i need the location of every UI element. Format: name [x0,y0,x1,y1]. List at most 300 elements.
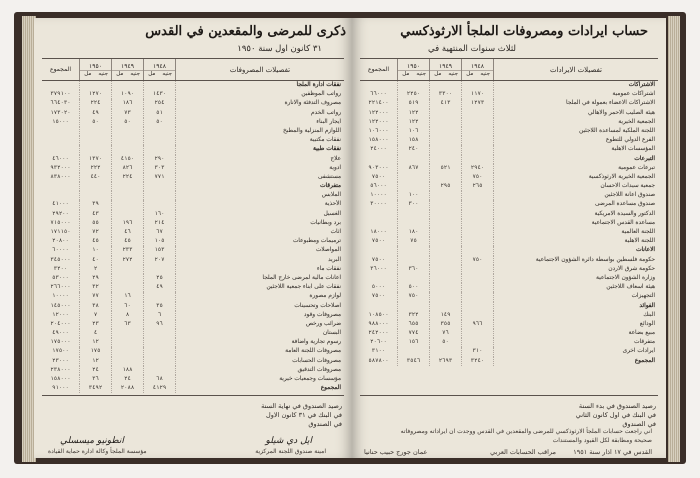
row-description: الفرع الدولي للتطوع [605,137,655,144]
row-year-2 [112,283,144,292]
row-description: المجموع [320,385,341,392]
row-year-1: ٧٥ [398,237,430,246]
table-row [42,347,344,356]
row-year-2 [430,191,462,200]
row-year-2 [430,81,462,90]
row-year-2: ٧٦ [430,329,462,338]
row-year-2 [430,283,462,292]
table-row [360,81,658,90]
row-year-1: ٤٠ [80,256,112,265]
row-year-2 [430,256,462,265]
row-description: برد وبطانيات [310,219,341,226]
row-year-2 [430,109,462,118]
row-total: ١٠٨٥٠٠ [360,311,398,320]
row-year-3: ٥٠ [144,118,176,127]
row-year-1: ١٠٠ [398,191,430,200]
row-year-3 [462,127,494,136]
table-row [42,127,344,136]
table-row [42,155,344,164]
row-description: هيئة الصليب الاحمر والاهالي [587,109,655,116]
row-description: التجهيزات [631,293,655,300]
row-total: ٧٥٠٠ [360,292,398,301]
row-description: مساعدة القدس الاجتماعية [591,219,655,226]
left-page-subtitle: ٣١ كانون اول سنة ١٩٥٠ [237,44,322,54]
row-year-2 [430,228,462,237]
row-year-3 [462,191,494,200]
table-row [360,155,658,164]
row-total [360,210,398,219]
row-description: الغسيل [323,210,341,217]
row-year-3 [144,366,176,375]
row-year-1: ١٥٦ [398,338,430,347]
row-year-1 [80,191,112,200]
row-year-3 [462,155,494,164]
row-description: المجموع [634,357,655,364]
row-description: ايرادات اخرى [622,348,655,355]
row-total [42,145,80,154]
row-year-3 [462,81,494,90]
row-description: هيئة اسعاف اللاجئين [606,284,655,291]
row-year-3 [144,136,176,145]
row-total: ١٤٥٠٠٠ [42,302,80,311]
row-total: ٣٦٠٠٠ [360,265,398,274]
row-year-2: ٢٠٨٨ [112,384,144,393]
row-year-2: ٦٣ [112,320,144,329]
row-year-3: ٣٠٣ [144,164,176,173]
row-year-3 [462,302,494,311]
row-total: ٣٢٠٠ [42,265,80,274]
table-row [42,118,344,127]
row-year-2: ٥٠ [430,338,462,347]
left-footer [44,402,342,429]
row-year-1 [80,81,112,90]
row-year-2 [112,338,144,347]
row-total [360,302,398,311]
row-year-2: ٦٠ [112,302,144,311]
row-year-3: ٣٢٤٠ [462,357,494,366]
table-row [42,200,344,209]
table-row [360,200,658,209]
row-total: ٢٠٨٠٠ [42,237,80,246]
row-year-3 [144,81,176,90]
row-year-2: ٢٩٥ [430,182,462,191]
row-year-1: ٢٩ [80,274,112,283]
table-row [42,329,344,338]
row-year-1: ١٠٦ [398,127,430,136]
table-row [42,375,344,384]
table-row [42,357,344,366]
right-page [352,18,666,458]
row-description: الجمعية الخيرية الارثوذكسية [588,173,655,180]
row-total: ٤٦٠٠٠ [42,155,80,164]
row-year-1: ٥٠٠ [398,283,430,292]
footer-line: في البنك في ٣١ كانون الاول [266,411,342,419]
header-year-2: ١٩٤٩ مل جنيه [112,59,144,80]
row-year-2 [430,292,462,301]
row-year-1: ١٢ [80,357,112,366]
row-year-2: ٢٧٢ [112,256,144,265]
row-year-3: ٧٥٠ [462,173,494,182]
row-description: اعانات مالية لمرضى خارج الملجأ [262,274,341,281]
row-total: ١٥٨٠٠٠ [360,136,398,145]
footer-line: في الصندوق [622,420,656,428]
row-total [360,219,398,228]
row-total: ٢٦٦٠٠٠ [42,283,80,292]
row-year-1: ٥١٩ [398,99,430,108]
table-row [360,302,658,311]
table-row [360,210,658,219]
table-row [42,210,344,219]
row-year-2: ٤٦ [112,228,144,237]
row-year-1: ٥٥ [80,219,112,228]
row-description: مؤسسات وجمعيات خيرية [279,376,341,382]
row-year-3 [462,274,494,283]
row-year-3: ٦٨ [144,375,176,384]
row-year-2 [112,357,144,366]
row-year-3 [144,357,176,366]
row-year-3 [144,347,176,356]
row-description: مبيع بضاعة [628,330,655,337]
row-year-3: ٢٠٧ [144,256,176,265]
row-total: ٣٠٠٠٠ [360,200,398,209]
row-year-3 [462,210,494,219]
row-year-2 [112,347,144,356]
row-year-1: ٢٢٤ [80,99,112,108]
income-table-header [360,59,658,81]
row-year-1 [398,210,430,219]
header-year-3: ١٩٤٨ مل جنيه [144,59,176,80]
row-description: مصروفات وقود [303,311,341,318]
table-row [360,182,658,191]
table-row [360,274,658,283]
table-row [42,311,344,320]
row-description: الاشتراكات [628,82,655,88]
row-total: ٢٣٠٠٠ [42,357,80,366]
row-total: ٢٩٢٠٠ [42,210,80,219]
table-row [360,191,658,200]
row-description: حكومة شرق الاردن [608,265,655,272]
row-description: الدكتور والسيدة الامريكية [594,210,655,217]
row-year-3: ١٥٣ [144,246,176,255]
row-year-2: ٢٣٣ [112,246,144,255]
row-total [42,191,80,200]
row-description: المواصلات [315,247,341,254]
auditor-title: مراقب الحسابات العربي [490,448,556,456]
row-year-3 [462,283,494,292]
table-row [360,99,658,108]
expenses-table-header [42,59,344,81]
row-year-1: ٤ [80,329,112,338]
row-description: حكومة فلسطين بواسطة دائرة الشؤون الاجتماعية [535,256,655,263]
row-total: ١٨٠٠٠ [360,228,398,237]
row-description: التبرعات [634,155,655,162]
row-year-2 [430,219,462,228]
row-total: ٨٣٨٠٠٠ [42,173,80,182]
left-page [34,18,352,458]
row-year-1 [80,182,112,191]
table-row [42,109,344,118]
row-year-2 [430,210,462,219]
row-year-2: ٥٢١ [430,164,462,173]
footer-line: في البنك في اول كانون الثاني [575,411,656,419]
row-year-3 [462,219,494,228]
row-year-1: ٣٢ [80,283,112,292]
table-row [360,219,658,228]
right-footer [362,402,656,429]
row-description: الاعانات [636,247,655,254]
row-year-3: ٦ [144,311,176,320]
row-description: اصلاحات وتحسينات [294,302,341,309]
footer-line: رصيد الصندوق في بدء السنة [578,402,656,410]
row-year-2 [430,200,462,209]
row-year-3 [462,338,494,347]
signature-right: ايل دي شيلو [265,436,312,446]
row-year-1 [398,302,430,311]
row-year-3: ٢٥٤ [144,99,176,108]
header-description: تفصيلات الايرادات [550,65,603,74]
row-year-1: ١٣٧٠ [80,155,112,164]
table-row [42,81,344,90]
table-row [42,191,344,200]
row-description: ايجار البناء [316,118,341,125]
row-year-2: ٥٠ [112,118,144,127]
table-row [42,320,344,329]
table-row [42,274,344,283]
row-year-2 [112,210,144,219]
table-row [42,384,344,393]
row-total: ٩٣٢٠٠٠ [42,164,80,173]
row-year-1 [80,145,112,154]
row-total [42,81,80,90]
expenses-rows [42,81,344,395]
row-year-1: ٢٢٥٠ [398,90,430,99]
row-total: ١٠٠٠٠ [360,191,398,200]
row-year-3 [144,338,176,347]
row-total [360,246,398,255]
table-row [42,228,344,237]
table-row [42,265,344,274]
row-description: متفرقات [320,183,341,190]
table-row [360,118,658,127]
row-year-3 [462,200,494,209]
row-year-2: ٤١٣ [430,99,462,108]
row-year-1: ٧٧ [80,292,112,301]
row-description: تبرعات عمومية [618,164,655,171]
row-description: نفقات على ابناء جمعية اللاجئين [266,284,341,291]
row-year-1: ١٠ [80,246,112,255]
row-year-3: ٢١٤ [144,219,176,228]
row-year-3: ٧٧١ [144,173,176,182]
table-row [360,90,658,99]
row-total: ١٠٠٠٠ [42,292,80,301]
row-year-2 [112,191,144,200]
row-total: ١٧٥٠٠ [42,347,80,356]
row-description: نفقات ادارة الملجأ [296,82,341,88]
row-year-3: ١٠٥ [144,237,176,246]
row-year-3: ٤٩ [144,283,176,292]
row-year-1 [398,256,430,265]
row-year-1: ١٢٢ [398,118,430,127]
row-total [42,136,80,145]
row-year-1 [398,347,430,356]
row-description: نفقات طبية [313,146,341,153]
row-year-1: ٢٤٠ [398,145,430,154]
row-total: ٥٦٠٠٠ [360,182,398,191]
header-total: المجموع [42,59,80,80]
row-description: ضرائب ورخص [305,320,341,327]
row-year-2: ١٨٨ [112,366,144,375]
row-description: مصروف التدفئة والانارة [284,100,341,107]
row-total: ١٠٦٠٠٠ [360,127,398,136]
row-year-1 [80,127,112,136]
row-year-1 [398,81,430,90]
row-year-1: ٢ [80,265,112,274]
row-year-3 [144,145,176,154]
row-total: ٩٠٣٠٠٠ [360,164,398,173]
row-year-1: ٤٩ [80,109,112,118]
row-total: ٢٣٨٠٠٠ [42,366,80,375]
row-year-2: ٢٤ [112,375,144,384]
row-description: المؤسسات الاهلية [611,146,655,153]
row-year-2: ٢٢٤ [112,173,144,182]
header-year-1: ١٩٥٠ مل جنيه [398,59,430,80]
row-description: الفوائد [639,302,655,309]
row-year-2 [430,145,462,154]
row-total: ١٥٨٠٠٠ [42,375,80,384]
row-description: مصروفات التدقيق [297,366,341,373]
table-row [42,99,344,108]
row-year-2 [112,265,144,274]
row-year-1 [398,173,430,182]
header-year-1: ١٩٥٠ مل جنيه [80,59,112,80]
table-row [360,246,658,255]
table-row [360,357,658,366]
row-description: الجمعية الخيرية [618,118,655,125]
table-row [42,164,344,173]
left-page-title: ذكرى للمرضى والمقعدين في القدس [145,24,346,39]
row-total [42,182,80,191]
row-year-3 [144,265,176,274]
row-total: ٢٠٦٠٠ [360,338,398,347]
row-year-1: ٢٤ [80,366,112,375]
row-year-1: ٣٦٠ [398,265,430,274]
row-description: لوازم مصورة [309,293,341,300]
row-description: اللوازم المنزلية والمطبخ [282,127,341,134]
table-row [360,283,658,292]
table-row [42,366,344,375]
row-description: مستشفى [318,173,341,180]
row-year-3: ٥١ [144,109,176,118]
row-description: البنك [643,311,655,318]
row-total [42,127,80,136]
table-row [42,292,344,301]
row-year-3: ١٢٧٣ [462,99,494,108]
row-description: اللجنة الملكية لمساعدة اللاجئين [578,127,655,134]
row-description: الأحذية [324,201,341,208]
row-year-2: ٧٣ [112,109,144,118]
page-edges-right [668,16,680,462]
row-year-1: ٣٨ [80,302,112,311]
row-year-3 [144,329,176,338]
table-row [42,246,344,255]
row-year-2 [430,127,462,136]
row-year-1: ٤٣ [80,210,112,219]
row-year-2: ١٠٩٠ [112,90,144,99]
row-total: ٧٥٠٠ [360,237,398,246]
row-year-1: ٣٠٠ [398,200,430,209]
row-year-1: ١٢٧٠ [80,90,112,99]
row-description: وزارة الشؤون الاجتماعية [595,274,655,281]
row-description: نفقات ماء [316,265,341,272]
row-total: ٣١٠٠ [360,347,398,356]
row-description: ادوية [329,164,341,171]
table-row [42,256,344,265]
row-total [360,274,398,283]
row-year-3 [144,182,176,191]
row-year-2: ٨٢٦ [112,164,144,173]
row-year-2 [112,136,144,145]
table-row [360,237,658,246]
row-year-1: ٥٠ [80,118,112,127]
row-year-3: ٢٥ [144,274,176,283]
row-description: اشتراكات عمومية [612,91,655,98]
row-year-3 [462,265,494,274]
row-year-3 [462,329,494,338]
row-year-3 [462,118,494,127]
header-year-2: ١٩٤٩ مل جنيه [430,59,462,80]
row-total: ٦٠٠٠٠ [42,246,80,255]
row-year-2: ١٨٦ [112,99,144,108]
table-row [42,237,344,246]
row-year-1: ٧٧٤ [398,329,430,338]
row-description: صندوق مساعدة المرضى [595,201,655,208]
row-year-2: ١٦ [112,292,144,301]
table-row [42,338,344,347]
row-description: ترميمات ومطبوعات [292,238,341,245]
right-page-title: حساب ايرادات ومصروفات الملجأ الارثوذكسي [400,24,648,39]
row-year-1: ١٧٥ [80,347,112,356]
row-year-1 [398,246,430,255]
row-year-1: ١٢ [80,338,112,347]
table-row [42,145,344,154]
row-description: علاج [330,155,341,162]
row-year-3 [144,200,176,209]
row-year-1: ٤٤٠ [80,173,112,182]
row-total: ١٧٣٠٢٠ [42,109,80,118]
row-total: ٦٦٠٠٠ [360,90,398,99]
row-year-2 [112,274,144,283]
row-total: ٣٧٩١٠٠ [42,90,80,99]
row-year-1: ٣٥٤٦ [398,357,430,366]
row-total: ١٢٢٠٠٠ [360,118,398,127]
row-year-1: ٧٥٠ [398,292,430,301]
table-row [360,338,658,347]
row-year-2 [430,302,462,311]
table-row [42,182,344,191]
row-year-2: ١٤٩ [430,311,462,320]
row-year-2 [112,200,144,209]
table-row [42,90,344,99]
row-year-2 [430,173,462,182]
row-year-2 [430,118,462,127]
row-year-2 [112,329,144,338]
income-rows [360,81,658,395]
row-year-3 [462,292,494,301]
signature-left-title: مؤسسة الملجأ وكالة ادارة حماية القيادة [48,448,147,455]
row-year-3: ٢٩٠ [144,155,176,164]
row-year-3 [462,109,494,118]
row-year-1: ٢٢٢ [80,164,112,173]
